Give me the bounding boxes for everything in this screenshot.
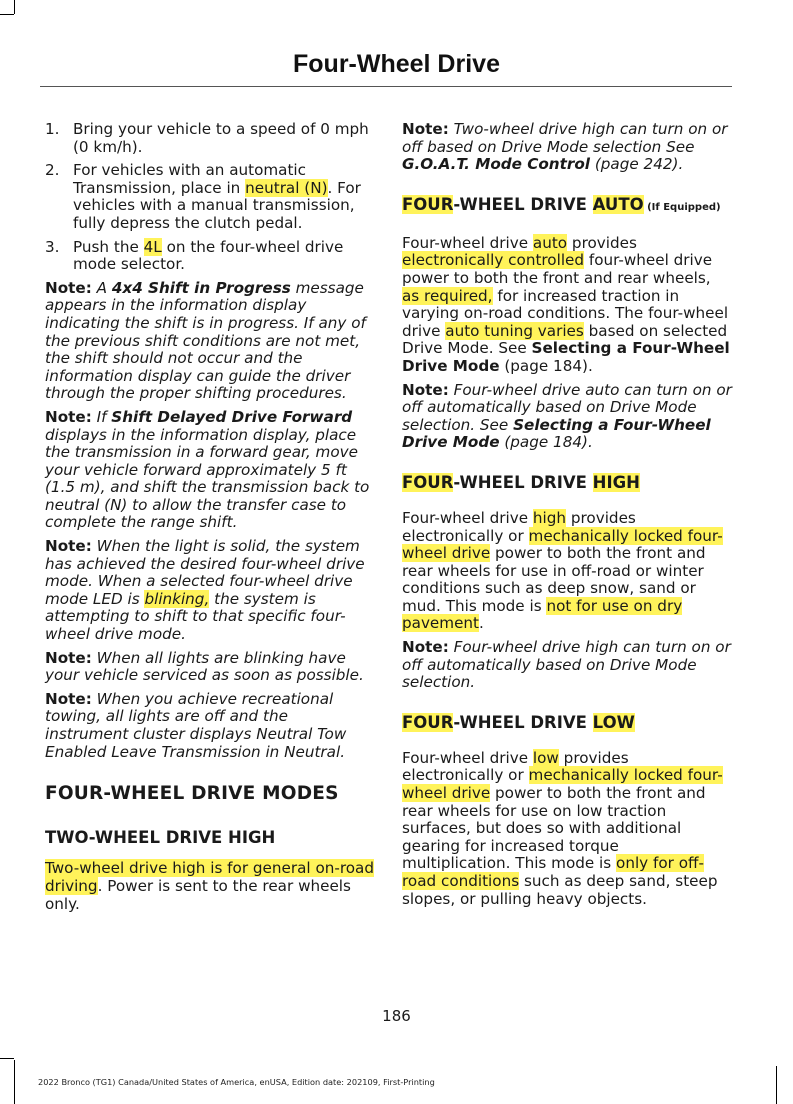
highlight: neutral (N) <box>245 178 328 197</box>
crop-mark-bottom-left-h <box>0 1058 14 1059</box>
page-title: Four-Wheel Drive <box>293 50 500 78</box>
crop-mark-top-left-h <box>0 14 14 15</box>
step-2 <box>45 162 375 232</box>
step-number: 1. <box>45 120 60 138</box>
crop-mark-bottom-right <box>776 1066 777 1104</box>
right-column <box>402 121 732 914</box>
step-text: Bring your vehicle to a speed of 0 mph (0 km/h). <box>73 120 369 156</box>
note-four-wheel-high: Note: Four-wheel drive high can turn on or off automatically based on Drive Mode selection. <box>402 638 731 692</box>
page-number: 186 <box>382 1007 411 1025</box>
four-wheel-low-heading: FOUR-WHEEL DRIVE LOW <box>402 712 635 732</box>
note-recreational-towing: Note: When you achieve recreational towing, all lights are off and the instrument cluster displays Neutral Tow Enabled Leave Transmission in Neutral. <box>45 689 347 761</box>
note-all-blinking: Note: When all lights are blinking have your vehicle serviced as soon as possible. <box>45 648 364 685</box>
left-column <box>45 121 375 919</box>
four-wheel-auto-body: Four-wheel drive auto provides electronically controlled four-wheel drive power to both the front and rear wheels, as required, for increased traction in varying on-road conditions. The four-wheel drive auto tuning varies based on selected Drive Mode. See Selecting a Four-Wheel Drive Mode (page 184). <box>402 233 730 375</box>
two-wheel-high-body: Two-wheel drive high is for general on-road driving. Power is sent to the rear wheels only. <box>45 859 374 913</box>
edition-footer: 2022 Bronco (TG1) Canada/United States of America, enUSA, Edition date: 202109, First-Printing <box>38 1077 435 1087</box>
four-wheel-auto-heading: FOUR-WHEEL DRIVE AUTO (If Equipped) <box>402 194 721 214</box>
note-shift-in-progress: Note: A 4x4 Shift in Progress message appears in the information display indicating the shift is in progress. If any of the previous shift conditions are not met, the shift should not occur and the information display can guide the driver through the proper shifting procedures. <box>45 278 366 403</box>
crop-mark-bottom-left <box>14 1060 15 1104</box>
highlight: Two-wheel drive high is for general on-road driving <box>45 859 374 895</box>
note-shift-delayed: Note: If Shift Delayed Drive Forward displays in the information display, place the transmission in a forward gear, move your vehicle forward approximately 5 ft (1.5 m), and shift the transmission back to neutral (N) to allow the transfer case to complete the range shift. <box>45 407 370 532</box>
step-3 <box>45 239 375 274</box>
step-text: Push the 4L on the four-wheel drive mode selector. <box>73 237 344 274</box>
four-wheel-high-heading: FOUR-WHEEL DRIVE HIGH <box>402 472 640 492</box>
four-wheel-high-body: Four-wheel drive high provides electronically or mechanically locked four-wheel drive power to both the front and rear wheels for use in off-road or winter conditions such as deep snow, sand or mud. This mode is not for use on dry pavement. <box>402 508 723 633</box>
two-wheel-high-heading: TWO-WHEEL DRIVE HIGH <box>45 827 276 847</box>
step-number: 2. <box>45 161 60 180</box>
step-text: For vehicles with an automatic Transmission, place in neutral (N). For vehicles with a manual transmission, fully depress the clutch pedal. <box>73 161 361 232</box>
step-1 <box>45 121 375 156</box>
note-four-wheel-auto: Note: Four-wheel drive auto can turn on or off automatically based on Drive Mode selection. See Selecting a Four-Wheel Drive Mode (page 184). <box>402 380 732 452</box>
four-wheel-low-body: Four-wheel drive low provides electronically or mechanically locked four-wheel drive power to both the front and rear wheels for use on low traction surfaces, but does so with additional gearing for increased torque multiplication. This mode is only for off-road conditions such as deep sand, steep slopes, or pulling heavy objects. <box>402 748 723 908</box>
highlight: 4L <box>143 237 162 256</box>
title-divider <box>40 86 732 87</box>
crop-mark-top-left <box>14 0 15 14</box>
modes-heading: FOUR-WHEEL DRIVE MODES <box>45 783 339 805</box>
step-number: 3. <box>45 237 60 256</box>
note-two-wheel-high: Note: Two-wheel drive high can turn on or off based on Drive Mode selection See G.O.A.T. Mode Control (page 242). <box>402 120 728 174</box>
highlight: blinking, <box>144 589 210 608</box>
note-light-solid: Note: When the light is solid, the system has achieved the desired four-wheel drive mode. When a selected four-wheel drive mode LED is blinking, the system is attempting to shift to that specific four-wheel drive mode. <box>45 537 365 644</box>
